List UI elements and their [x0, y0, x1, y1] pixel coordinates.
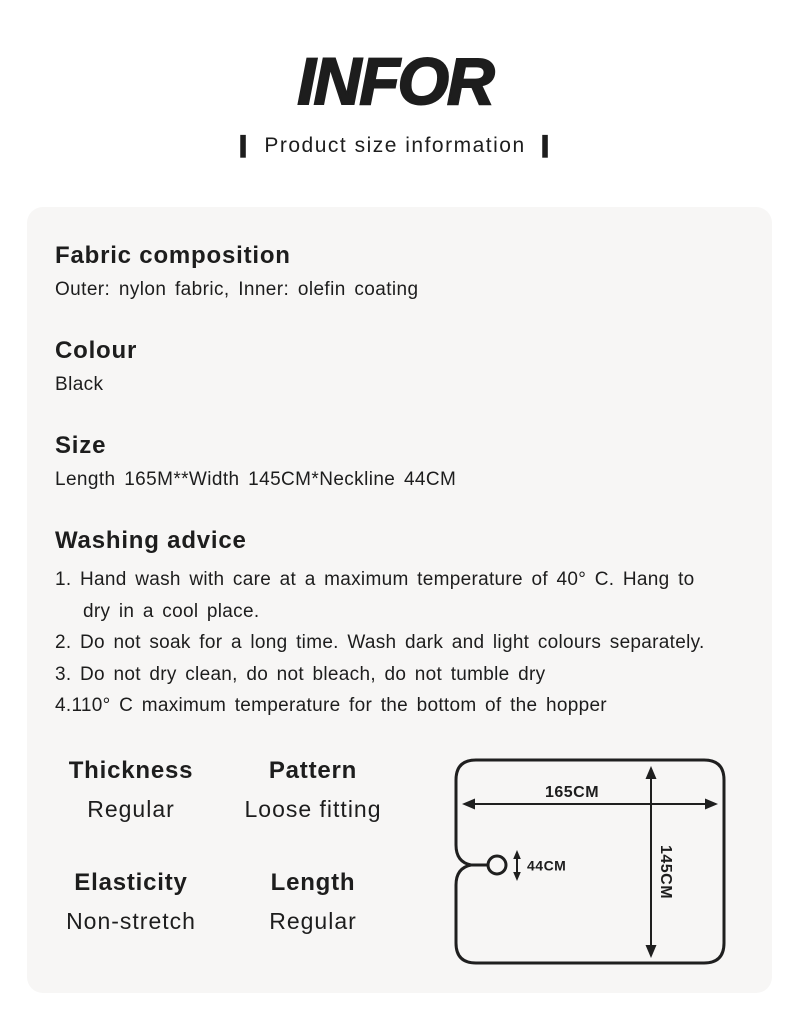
- card-content: [27, 207, 772, 722]
- page-subtitle: [0, 132, 790, 159]
- brand-logo: INFOR: [297, 44, 493, 118]
- attribute-elasticity: [40, 868, 222, 936]
- size-value: Length 165M**Width 145CM*Neckline 44CM: [55, 469, 457, 490]
- height-dimension-label: 145CM: [657, 844, 674, 900]
- washing-advice-item: 2. Do not soak for a long time. Wash dark and light colours separately.: [55, 632, 705, 653]
- attribute-value: Regular: [269, 908, 357, 934]
- neck-hole-icon: [488, 856, 506, 874]
- product-info-card: [27, 207, 772, 993]
- washing-advice-item: 3. Do not dry clean, do not bleach, do not tumble dry: [55, 663, 546, 685]
- attribute-label: Pattern: [268, 757, 358, 784]
- fabric-composition-heading: Fabric composition: [55, 242, 291, 269]
- washing-advice-item: 1. Hand wash with care at a maximum temperature of 40° C. Hang to: [55, 569, 695, 590]
- attribute-value: Non-stretch: [66, 908, 196, 934]
- subtitle-bar-left-icon: ❙: [231, 132, 257, 157]
- colour-value: Black: [55, 374, 104, 395]
- fabric-composition-value: Outer: nylon fabric, Inner: olefin coating: [55, 279, 419, 300]
- washing-advice-item: 4.110° C maximum temperature for the bottom of the hopper: [55, 695, 607, 716]
- attribute-length: [222, 868, 404, 936]
- washing-advice-item-continuation: dry in a cool place.: [83, 600, 260, 622]
- attribute-pattern: [222, 756, 404, 824]
- width-dimension-label: 165CM: [544, 784, 600, 801]
- attribute-label: Elasticity: [74, 869, 188, 896]
- washing-advice-heading: Washing advice: [55, 527, 247, 554]
- colour-heading: Colour: [55, 337, 138, 364]
- attribute-value: Loose fitting: [244, 796, 382, 822]
- height-arrow-icon: [646, 766, 657, 958]
- neck-dimension-label: 44CM: [527, 857, 567, 874]
- subtitle-text: Product size information: [264, 134, 526, 157]
- neck-arrow-icon: [513, 850, 521, 881]
- size-heading: Size: [55, 432, 107, 459]
- attribute-label: Length: [270, 869, 356, 896]
- attribute-grid: [40, 756, 404, 936]
- attribute-thickness: [40, 756, 222, 824]
- attribute-label: Thickness: [68, 757, 194, 784]
- washing-advice-list: [55, 564, 754, 722]
- size-diagram: [440, 740, 760, 990]
- subtitle-bar-right-icon: ❙: [533, 132, 559, 157]
- attribute-value: Regular: [87, 796, 175, 822]
